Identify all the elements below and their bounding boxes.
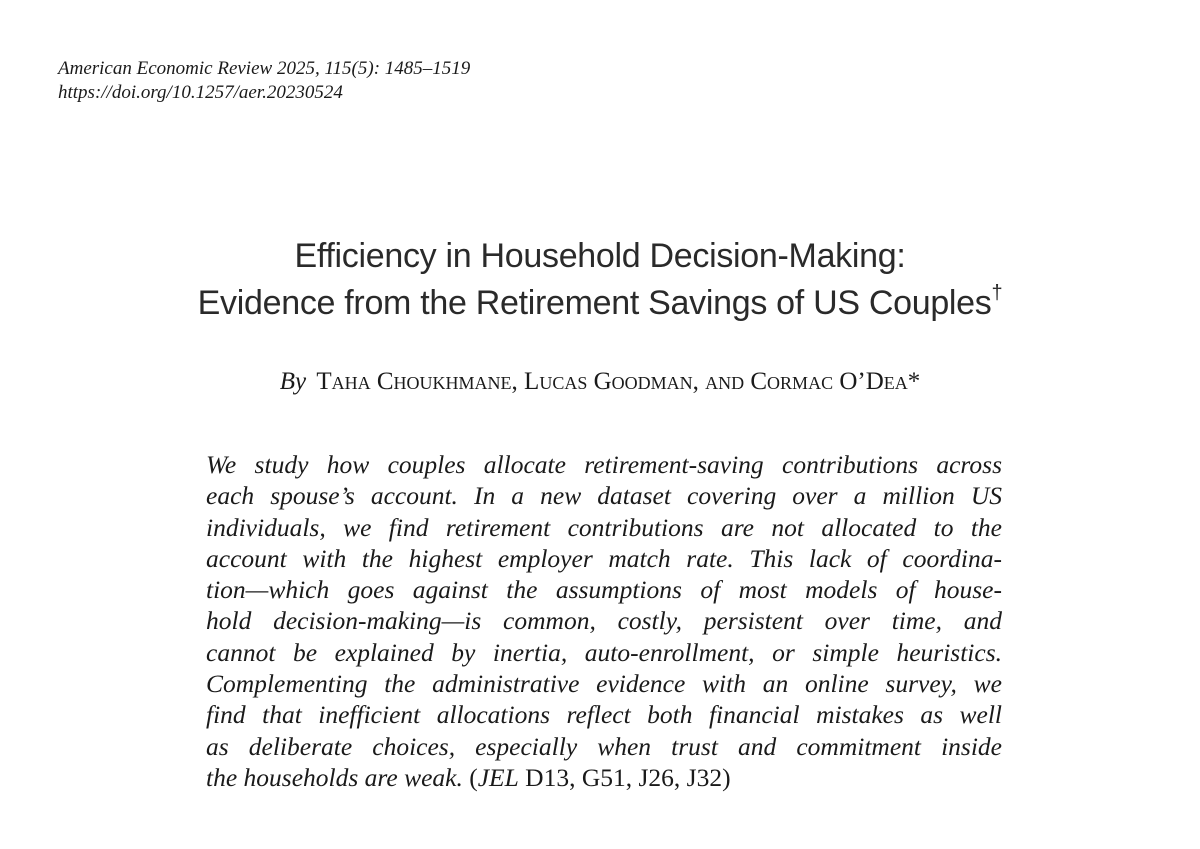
abstract-line: as deliberate choices, especially when trust and commitment inside [206,731,1002,761]
abstract-line: account with the highest employer match rate. This lack of coordina- [206,543,1002,573]
abstract-line: cannot be explained by inertia, auto-enrollment, or simple heuristics. [206,637,1002,667]
title-line-1: Efficiency in Household Decision-Making: [294,237,906,275]
title-line-2-text: Evidence from the Retirement Savings of US Couples [197,284,992,322]
citation-header [58,57,470,105]
abstract-last-line [206,762,1002,793]
abstract-line: We study how couples allocate retirement-saving contributions across [206,450,1002,479]
paper-title [0,233,1200,327]
abstract-last-text: the households are weak. [206,762,463,792]
abstract [206,449,1002,793]
byline-authors: Taha Choukhmane, Lucas Goodman, and Cormac O’Dea* [316,368,921,395]
jel-code-list: D13, G51, J26, J32) [518,762,731,792]
abstract-line: tion—which goes against the assumptions of most models of house- [206,575,1002,605]
jel-label: JEL [477,762,519,792]
abstract-line: each spouse’s account. In a new dataset covering over a million US [206,481,1002,511]
doi-link[interactable]: https://doi.org/10.1257/aer.20230524 [58,82,343,103]
abstract-line: individuals, we find retirement contributions are not allocated to the [206,512,1002,542]
byline-by: By [279,368,307,395]
abstract-line: find that inefficient allocations reflect both financial mistakes as well [206,700,1002,730]
jel-codes [469,763,730,792]
journal-citation: American Economic Review 2025, 115(5): 1485–1519 [58,58,471,79]
jel-open-paren: ( [469,762,478,792]
title-line-2 [0,280,1200,327]
abstract-line: Complementing the administrative evidence with an online survey, we [206,669,1002,699]
author-byline [0,365,1200,399]
abstract-line: hold decision-making—is common, costly, persistent over time, and [206,606,1002,636]
title-footnote-dagger[interactable]: † [991,282,1003,304]
